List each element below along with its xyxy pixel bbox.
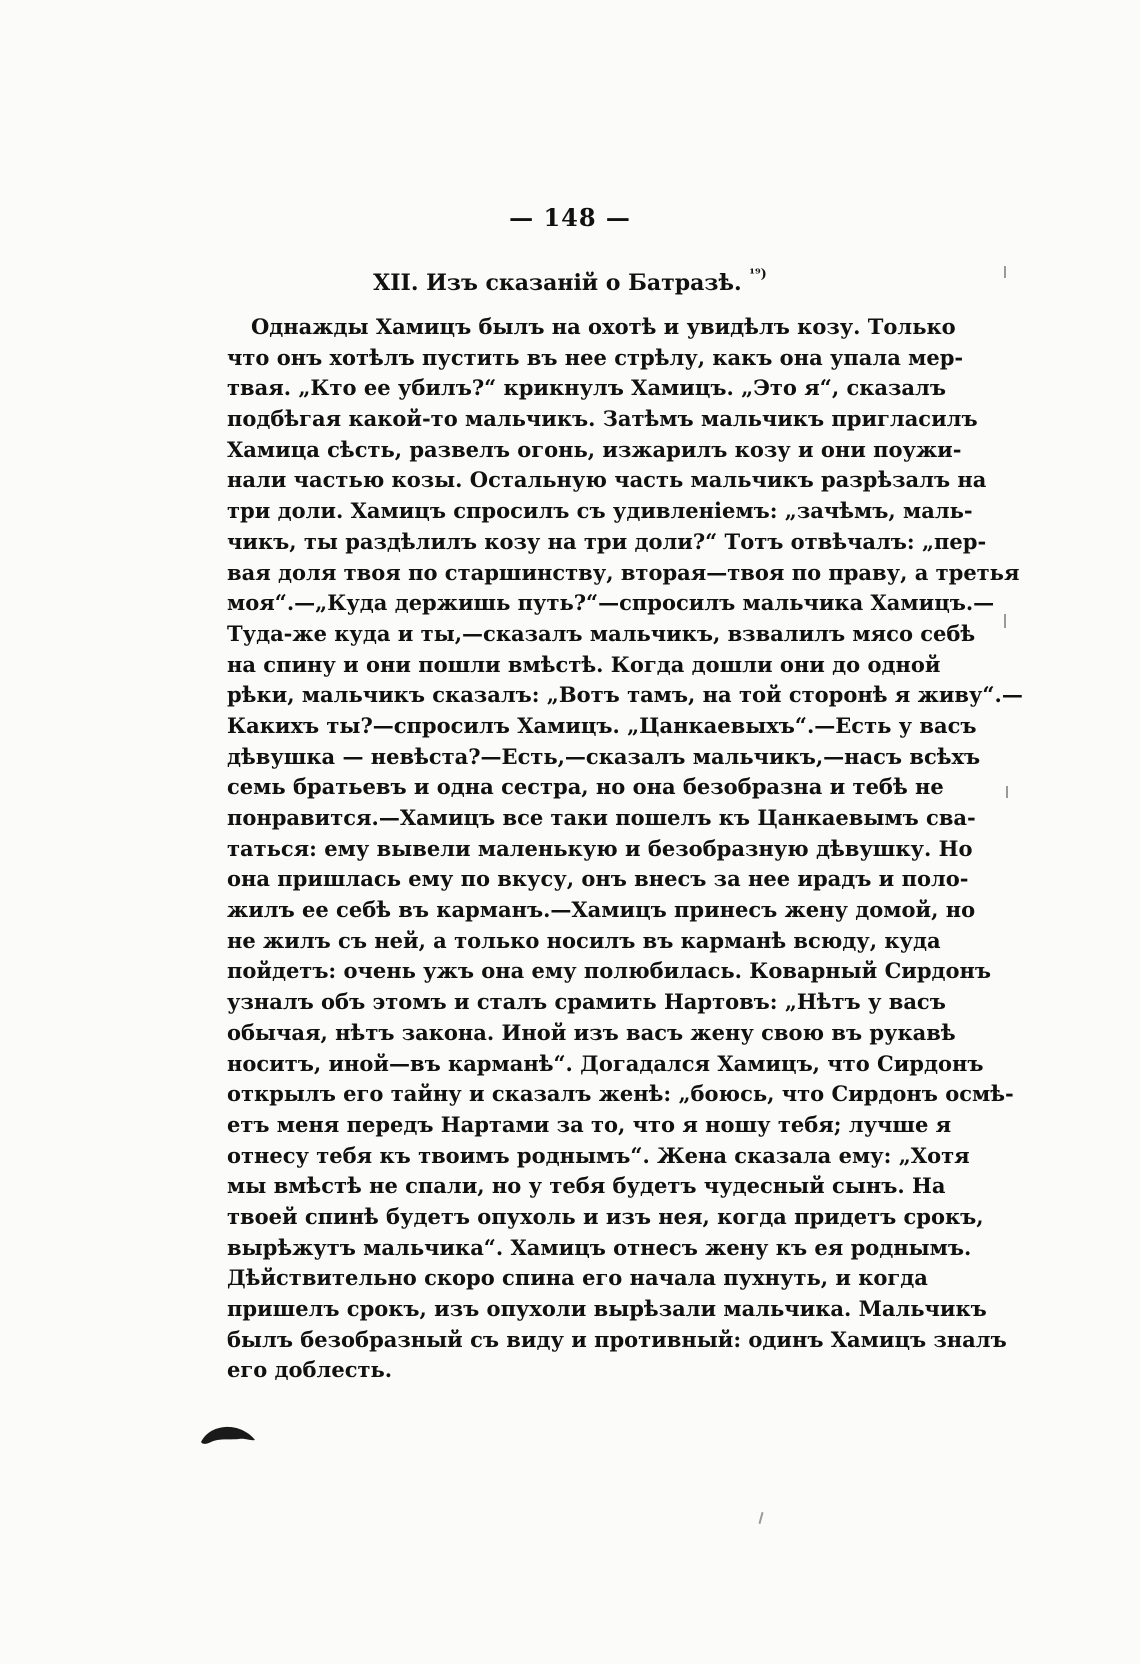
text-line: на спину и они пошли вмѣстѣ. Когда дошли они до одной — [227, 651, 941, 677]
text-line: вырѣжутъ мальчика“. Хамицъ отнесъ жену къ ея роднымъ. — [227, 1234, 972, 1260]
text-line: Дѣйствительно скоро спина его начала пухнуть, и когда — [227, 1265, 928, 1291]
footnote-reference: ¹⁹) — [749, 267, 767, 282]
text-line: нали частью козы. Остальную часть мальчикъ разрѣзалъ на — [227, 467, 987, 493]
text-line: Какихъ ты?—спросилъ Хамицъ. „Цанкаевыхъ“.—Есть у васъ — [227, 712, 977, 738]
margin-mark — [758, 1512, 763, 1524]
text-line: моя“.—„Куда держишь путь?“—спросилъ мальчика Хамицъ.— — [227, 590, 995, 616]
body-text — [227, 312, 1023, 1386]
text-line: жилъ ее себѣ въ карманъ.—Хамицъ принесъ жену домой, но — [227, 897, 976, 923]
margin-mark — [1006, 786, 1008, 798]
text-line: рѣки, мальчикъ сказалъ: „Вотъ тамъ, на той сторонѣ я живу“.— — [227, 682, 1023, 708]
text-line: его доблесть. — [227, 1357, 393, 1383]
text-line: открылъ его тайну и сказалъ женѣ: „боюсь, что Сирдонъ осмѣ- — [227, 1081, 1014, 1107]
section-title — [0, 267, 1140, 296]
text-line: пришелъ срокъ, изъ опухоли вырѣзали мальчика. Мальчикъ — [227, 1296, 987, 1321]
text-line: семь братьевъ и одна сестра, но она безобразна и тебѣ не — [227, 774, 944, 800]
ink-blot-mark — [199, 1424, 257, 1446]
margin-mark — [1004, 614, 1006, 628]
text-line: твоей спинѣ будетъ опухоль и изъ нея, когда придетъ срокъ, — [227, 1203, 984, 1229]
text-line: Однажды Хамицъ былъ на охотѣ и увидѣлъ козу. Только — [251, 314, 956, 339]
text-line: подбѣгая какой-то мальчикъ. Затѣмъ мальчикъ пригласилъ — [227, 406, 978, 432]
text-line: обычая, нѣтъ закона. Иной изъ васъ жену свою въ рукавѣ — [227, 1019, 956, 1045]
text-line: она пришлась ему по вкусу, онъ внесъ за нее ирадъ и поло- — [227, 866, 969, 892]
text-line: отнесу тебя къ твоимъ роднымъ“. Жена сказала ему: „Хотя — [227, 1142, 970, 1168]
text-line: пойдетъ: очень ужъ она ему полюбилась. Коварный Сирдонъ — [227, 958, 992, 984]
text-line: етъ меня передъ Нартами за то, что я ношу тебя; лучше я — [227, 1111, 952, 1137]
page-number: — 148 — — [509, 203, 631, 232]
text-line: вая доля твоя по старшинству, вторая—твоя по праву, а третья — [227, 559, 1020, 585]
text-line: таться: ему вывели маленькую и безобразную дѣвушку. Но — [227, 835, 973, 861]
text-line: чикъ, ты раздѣлилъ козу на три доли?“ Тотъ отвѣчалъ: „пер- — [227, 528, 987, 554]
section-title-text: XII. Изъ сказаній о Батразѣ. — [373, 270, 742, 296]
text-line: носитъ, иной—въ карманѣ“. Догадался Хамицъ, что Сирдонъ — [227, 1050, 984, 1076]
text-line: мы вмѣстѣ не спали, но у тебя будетъ чудесный сынъ. На — [227, 1173, 946, 1199]
text-line: что онъ хотѣлъ пустить въ нее стрѣлу, какъ она упала мер- — [227, 344, 964, 370]
margin-mark — [1004, 266, 1006, 278]
text-line: три доли. Хамицъ спросилъ съ удивленіемъ: „зачѣмъ, маль- — [227, 498, 973, 524]
text-line: дѣвушка — невѣста?—Есть,—сказалъ мальчикъ,—насъ всѣхъ — [227, 743, 981, 769]
text-line: понравится.—Хамицъ все таки пошелъ къ Цанкаевымъ сва- — [227, 805, 976, 830]
text-line: Хамица сѣсть, развелъ огонь, изжарилъ козу и они поужи- — [227, 436, 962, 462]
text-line: твая. „Кто ее убилъ?“ крикнулъ Хамицъ. „Это я“, сказалъ — [227, 375, 946, 401]
text-line: былъ безобразный съ виду и противный: одинъ Хамицъ зналъ — [227, 1326, 1007, 1352]
text-line: не жилъ съ ней, а только носилъ въ карманѣ всюду, куда — [227, 927, 941, 953]
text-line: узналъ объ этомъ и сталъ срамить Нартовъ: „Нѣтъ у васъ — [227, 989, 946, 1015]
text-line: Туда-же куда и ты,—сказалъ мальчикъ, взвалилъ мясо себѣ — [227, 620, 976, 646]
